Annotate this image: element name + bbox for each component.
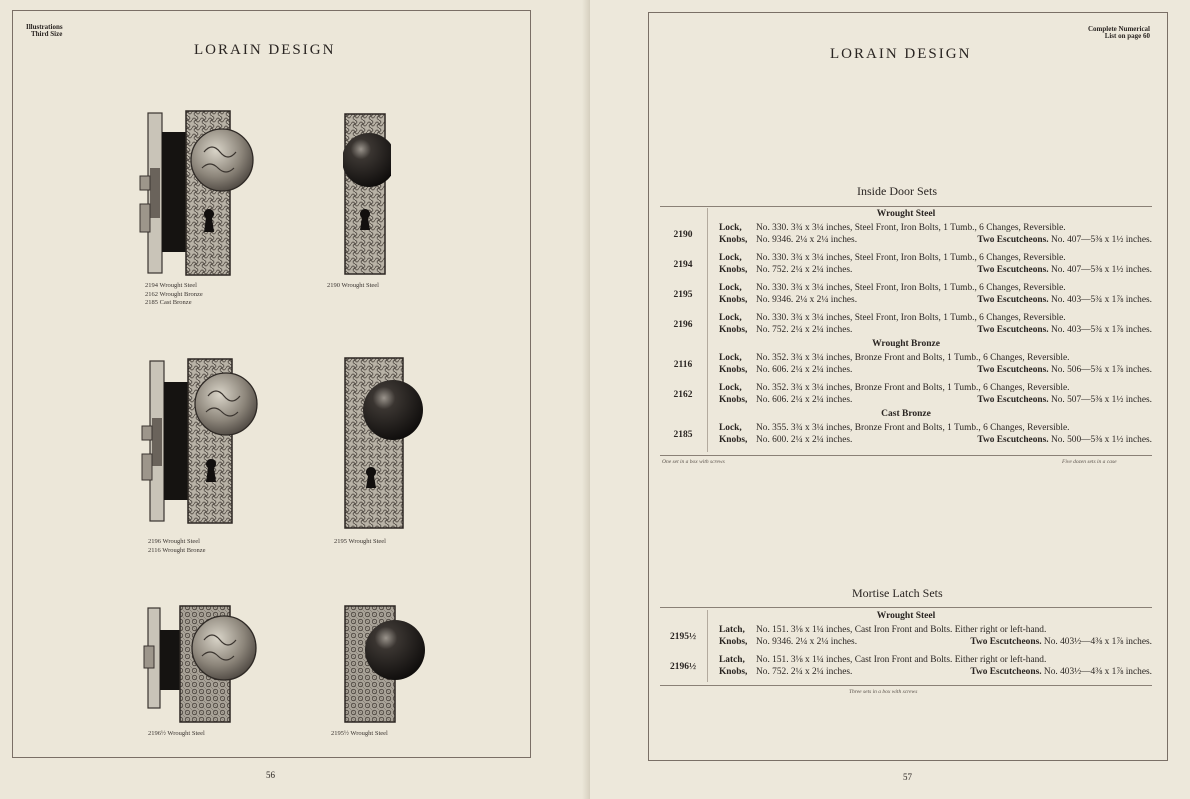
- caption-line: 2190 Wrought Steel: [327, 282, 379, 289]
- row-text: No. 330. 3¾ x 3¼ inches, Steel Front, Iron Bolts, 1 Tumb., 6 Changes, Reversible.: [756, 313, 1066, 323]
- packing-note: Five dozen sets in a case: [1062, 459, 1117, 465]
- row-text: No. 752. 2¼ x 2¼ inches.: [756, 265, 853, 275]
- escutcheon-text: No. 403½—4⅜ x 1⅞ inches.: [1043, 667, 1152, 677]
- table-bottom-rule: [660, 455, 1152, 456]
- row-label: Lock,: [719, 283, 742, 293]
- escutcheon-label: Two Escutcheons.: [977, 325, 1049, 335]
- caption-2194-group: [145, 282, 203, 308]
- escutcheon-label: Two Escutcheons.: [977, 395, 1049, 405]
- row-label: Knobs,: [719, 435, 748, 445]
- escutcheon-label: Two Escutcheons.: [977, 265, 1049, 275]
- table-row: [660, 655, 1152, 681]
- set-number: 2190: [673, 230, 693, 240]
- table-row: [660, 423, 1152, 449]
- knob-set-illustration-2195: [343, 356, 427, 532]
- caption-line: 2162 Wrought Bronze: [145, 290, 203, 298]
- table-row: [660, 353, 1152, 379]
- group-heading: Cast Bronze: [881, 409, 931, 419]
- row-label: Lock,: [719, 423, 742, 433]
- row-label: Knobs,: [719, 395, 748, 405]
- table-row: [660, 253, 1152, 279]
- corner-note-line: List on page 60: [1104, 32, 1150, 40]
- inside-door-sets-table: [660, 208, 1152, 454]
- row-label: Lock,: [719, 223, 742, 233]
- latch-set-illustration-2196-half: [142, 604, 262, 726]
- caption-2196-half: [148, 730, 205, 739]
- page-number: 56: [266, 770, 275, 780]
- row-text: No. 151. 3⅛ x 1¼ inches, Cast Iron Front and Bolts. Either right or left-hand.: [756, 625, 1047, 635]
- caption-2195-half: [331, 730, 388, 739]
- escutcheon-label: Two Escutcheons.: [977, 295, 1049, 305]
- set-number: 2196: [673, 320, 693, 330]
- escutcheon-label: Two Escutcheons.: [977, 365, 1049, 375]
- set-number: 2196½: [669, 662, 697, 672]
- table-row: [660, 283, 1152, 309]
- row-text: No. 9346. 2¼ x 2¼ inches.: [756, 637, 858, 647]
- left-page-frame: [12, 10, 531, 758]
- row-text: No. 600. 2¼ x 2¼ inches.: [756, 435, 853, 445]
- escutcheon-label: Two Escutcheons.: [977, 435, 1049, 445]
- row-label: Latch,: [719, 655, 745, 665]
- row-text: No. 355. 3¾ x 3¼ inches, Bronze Front and Bolts, 1 Tumb., 6 Changes, Reversible.: [756, 423, 1070, 433]
- packing-note: Three sets in a box with screws: [849, 689, 918, 695]
- caption-line: 2194 Wrought Steel: [145, 282, 197, 289]
- escutcheon-label: Two Escutcheons.: [970, 637, 1042, 647]
- row-label: Latch,: [719, 625, 745, 635]
- row-text: No. 330. 3¾ x 3¼ inches, Steel Front, Iron Bolts, 1 Tumb., 6 Changes, Reversible.: [756, 223, 1066, 233]
- lock-set-illustration-2196: [138, 356, 264, 526]
- caption-2195: [334, 538, 386, 547]
- knob-set-illustration-2190: [343, 112, 391, 278]
- escutcheon-text: No. 407—5⅜ x 1½ inches.: [1050, 265, 1152, 275]
- corner-note-line: Illustrations: [26, 23, 63, 31]
- row-label: Knobs,: [719, 637, 748, 647]
- caption-line: 2196 Wrought Steel: [148, 538, 200, 545]
- escutcheon-text: No. 407—5⅜ x 1½ inches.: [1050, 235, 1152, 245]
- row-label: Knobs,: [719, 235, 748, 245]
- row-text: No. 606. 2¼ x 2¼ inches.: [756, 365, 853, 375]
- caption-line: 2116 Wrought Bronze: [148, 546, 206, 554]
- escutcheon-label: Two Escutcheons.: [970, 667, 1042, 677]
- table-bottom-rule: [660, 685, 1152, 686]
- row-label: Lock,: [719, 383, 742, 393]
- row-label: Knobs,: [719, 365, 748, 375]
- left-page: [0, 0, 590, 799]
- row-label: Knobs,: [719, 667, 748, 677]
- row-text: No. 752. 2¼ x 2¼ inches.: [756, 325, 853, 335]
- table-row: [660, 223, 1152, 249]
- caption-2196-group: [148, 538, 206, 555]
- table-row: [660, 625, 1152, 651]
- escutcheon-text: No. 500—5⅜ x 1½ inches.: [1050, 435, 1152, 445]
- group-heading: Wrought Bronze: [872, 339, 940, 349]
- row-text: No. 352. 3¾ x 3¼ inches, Bronze Front and Bolts, 1 Tumb., 6 Changes, Reversible.: [756, 383, 1070, 393]
- escutcheon-label: Two Escutcheons.: [977, 235, 1049, 245]
- lock-set-illustration-2194: [136, 108, 262, 278]
- row-text: No. 352. 3¾ x 3¼ inches, Bronze Front and Bolts, 1 Tumb., 6 Changes, Reversible.: [756, 353, 1070, 363]
- row-text: No. 330. 3¾ x 3¼ inches, Steel Front, Iron Bolts, 1 Tumb., 6 Changes, Reversible.: [756, 283, 1066, 293]
- packing-note: One set in a box with screws: [662, 459, 725, 465]
- table-top-rule: [660, 206, 1152, 207]
- escutcheon-text: No. 506—5¾ x 1⅞ inches.: [1050, 365, 1152, 375]
- row-text: No. 9346. 2¼ x 2¼ inches.: [756, 295, 858, 305]
- row-text: No. 330. 3¾ x 3¼ inches, Steel Front, Iron Bolts, 1 Tumb., 6 Changes, Reversible.: [756, 253, 1066, 263]
- corner-note-line: Complete Numerical: [1087, 25, 1150, 33]
- escutcheon-text: No. 403½—4⅜ x 1⅞ inches.: [1043, 637, 1152, 647]
- page-number: 57: [903, 772, 912, 782]
- row-label: Knobs,: [719, 265, 748, 275]
- row-text: No. 606. 2¼ x 2¼ inches.: [756, 395, 853, 405]
- escutcheon-text: No. 403—5¾ x 1⅞ inches.: [1050, 295, 1152, 305]
- table-top-rule: [660, 607, 1152, 608]
- set-number: 2195: [673, 290, 693, 300]
- escutcheon-text: No. 403—5¾ x 1⅞ inches.: [1050, 325, 1152, 335]
- set-number: 2185: [673, 430, 693, 440]
- page-title: LORAIN DESIGN: [830, 46, 972, 62]
- set-number: 2195½: [669, 632, 697, 642]
- table-row: [660, 313, 1152, 339]
- group-heading: Wrought Steel: [876, 209, 936, 219]
- mortise-latch-sets-table: [660, 610, 1152, 684]
- corner-note-line: Third Size: [31, 30, 63, 38]
- row-label: Knobs,: [719, 325, 748, 335]
- row-text: No. 151. 3⅛ x 1¼ inches, Cast Iron Front and Bolts. Either right or left-hand.: [756, 655, 1047, 665]
- row-label: Lock,: [719, 313, 742, 323]
- section-title-mortise-latch-sets: Mortise Latch Sets: [852, 586, 943, 600]
- table-row: [660, 383, 1152, 409]
- row-label: Lock,: [719, 253, 742, 263]
- left-corner-note: [26, 24, 63, 38]
- set-number: 2194: [673, 260, 693, 270]
- group-heading: Wrought Steel: [876, 611, 936, 621]
- caption-line: 2195½ Wrought Steel: [331, 730, 388, 737]
- caption-line: 2185 Cast Bronze: [145, 299, 192, 306]
- latch-set-illustration-2195-half: [343, 604, 427, 726]
- section-title-inside-door-sets: Inside Door Sets: [857, 184, 937, 198]
- caption-2190: [327, 282, 379, 291]
- page-title: LORAIN DESIGN: [194, 42, 336, 58]
- escutcheon-text: No. 507—5⅜ x 1½ inches.: [1050, 395, 1152, 405]
- row-label: Lock,: [719, 353, 742, 363]
- set-number: 2162: [673, 390, 693, 400]
- right-corner-note: [1072, 26, 1150, 40]
- row-text: No. 9346. 2¼ x 2¼ inches.: [756, 235, 858, 245]
- caption-line: 2195 Wrought Steel: [334, 538, 386, 545]
- row-label: Knobs,: [719, 295, 748, 305]
- caption-line: 2196½ Wrought Steel: [148, 730, 205, 737]
- row-text: No. 752. 2¼ x 2¼ inches.: [756, 667, 853, 677]
- set-number: 2116: [673, 360, 693, 370]
